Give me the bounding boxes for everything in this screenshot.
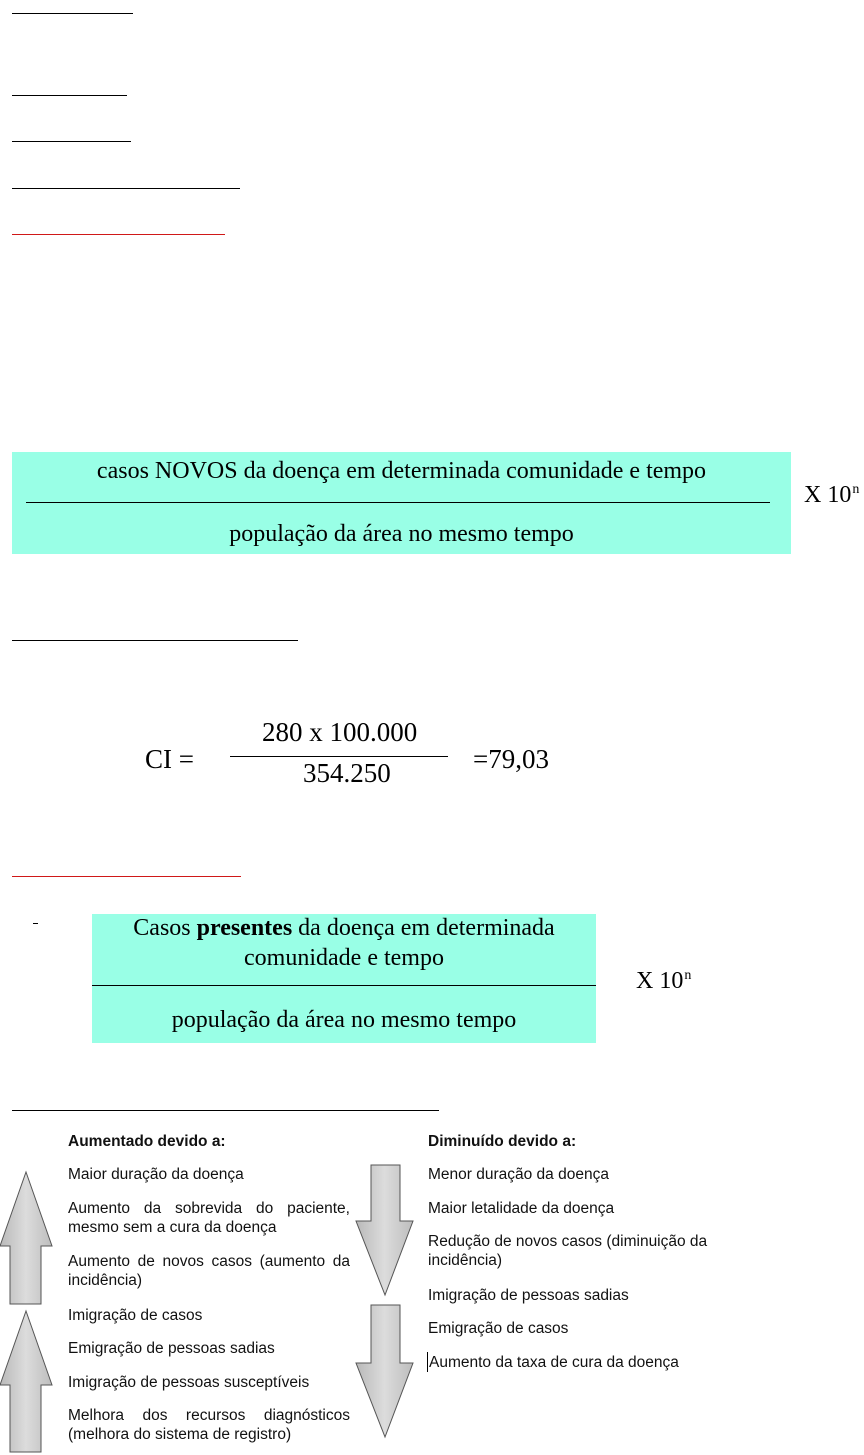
increased-item: Melhora dos recursos diagnósticos (melhora do sistema de registro): [68, 1407, 350, 1443]
increased-item: Imigração de casos: [68, 1307, 203, 1324]
heading-rule-5-red: [12, 234, 225, 235]
fraction-bar: [26, 502, 770, 503]
heading-rule-7-red: [12, 876, 241, 877]
multiplier-base: X 10: [636, 968, 684, 994]
incidence-multiplier: [804, 482, 859, 509]
prevalence-numerator-bold: presentes: [196, 915, 293, 941]
heading-rule-3: [12, 141, 131, 142]
prevalence-numerator-line1: [92, 914, 596, 943]
decreased-item: Emigração de casos: [428, 1320, 569, 1337]
bullet-dash: [33, 923, 38, 924]
heading-rule-6: [12, 640, 298, 641]
up-arrow-icon: [0, 1311, 52, 1452]
increased-item: Aumento da sobrevida do paciente, mesmo sem a cura da doença: [68, 1200, 350, 1236]
incidence-denominator: população da área no mesmo tempo: [229, 521, 574, 547]
increased-item: Imigração de pessoas susceptíveis: [68, 1374, 310, 1391]
incidence-numerator: casos NOVOS da doença em determinada comunidade e tempo: [96, 458, 707, 484]
heading-rule-4: [12, 188, 240, 189]
heading-rule-8: [12, 1110, 439, 1111]
ci-numerator: 280 x 100.000: [262, 717, 418, 747]
prevalence-numerator-pre: Casos: [133, 915, 197, 941]
ci-fraction-bar: [230, 756, 448, 757]
heading-rule-2: [12, 95, 127, 96]
ci-label: CI =: [145, 744, 194, 774]
down-arrow-icon: [356, 1165, 413, 1295]
down-arrow-icon: [356, 1305, 413, 1437]
increased-item: Aumento de novos casos (aumento da incidência): [68, 1253, 350, 1289]
multiplier-exponent: n: [684, 968, 692, 983]
multiplier-exponent: n: [852, 482, 860, 497]
increased-item: Emigração de pessoas sadias: [68, 1340, 275, 1357]
prevalence-denominator: população da área no mesmo tempo: [171, 1007, 517, 1033]
ci-result: =79,03: [473, 744, 549, 774]
prevalence-numerator-line2: comunidade e tempo: [244, 945, 444, 971]
heading-rule-1: [12, 13, 133, 14]
multiplier-base: X 10: [804, 482, 852, 508]
prevalence-formula-box: [92, 914, 596, 1043]
decreased-item: Redução de novos casos (diminuição da incidência): [428, 1233, 708, 1269]
increased-heading: Aumentado devido a:: [68, 1133, 226, 1150]
prevalence-numerator-post: da doença em determinada: [292, 915, 555, 941]
decreased-item: Imigração de pessoas sadias: [428, 1287, 629, 1304]
ci-denominator: 354.250: [303, 758, 391, 788]
prevalence-multiplier: [636, 968, 691, 995]
text-cursor: [427, 1352, 428, 1372]
increased-item: Maior duração da doença: [68, 1166, 244, 1183]
fraction-bar: [92, 985, 596, 986]
decreased-item: Aumento da taxa de cura da doença: [429, 1354, 679, 1371]
decreased-item: Menor duração da doença: [428, 1166, 609, 1183]
decreased-heading: Diminuído devido a:: [428, 1133, 577, 1150]
incidence-formula-box: [12, 452, 791, 554]
up-arrow-icon: [0, 1172, 52, 1304]
decreased-item: Maior letalidade da doença: [428, 1200, 615, 1217]
